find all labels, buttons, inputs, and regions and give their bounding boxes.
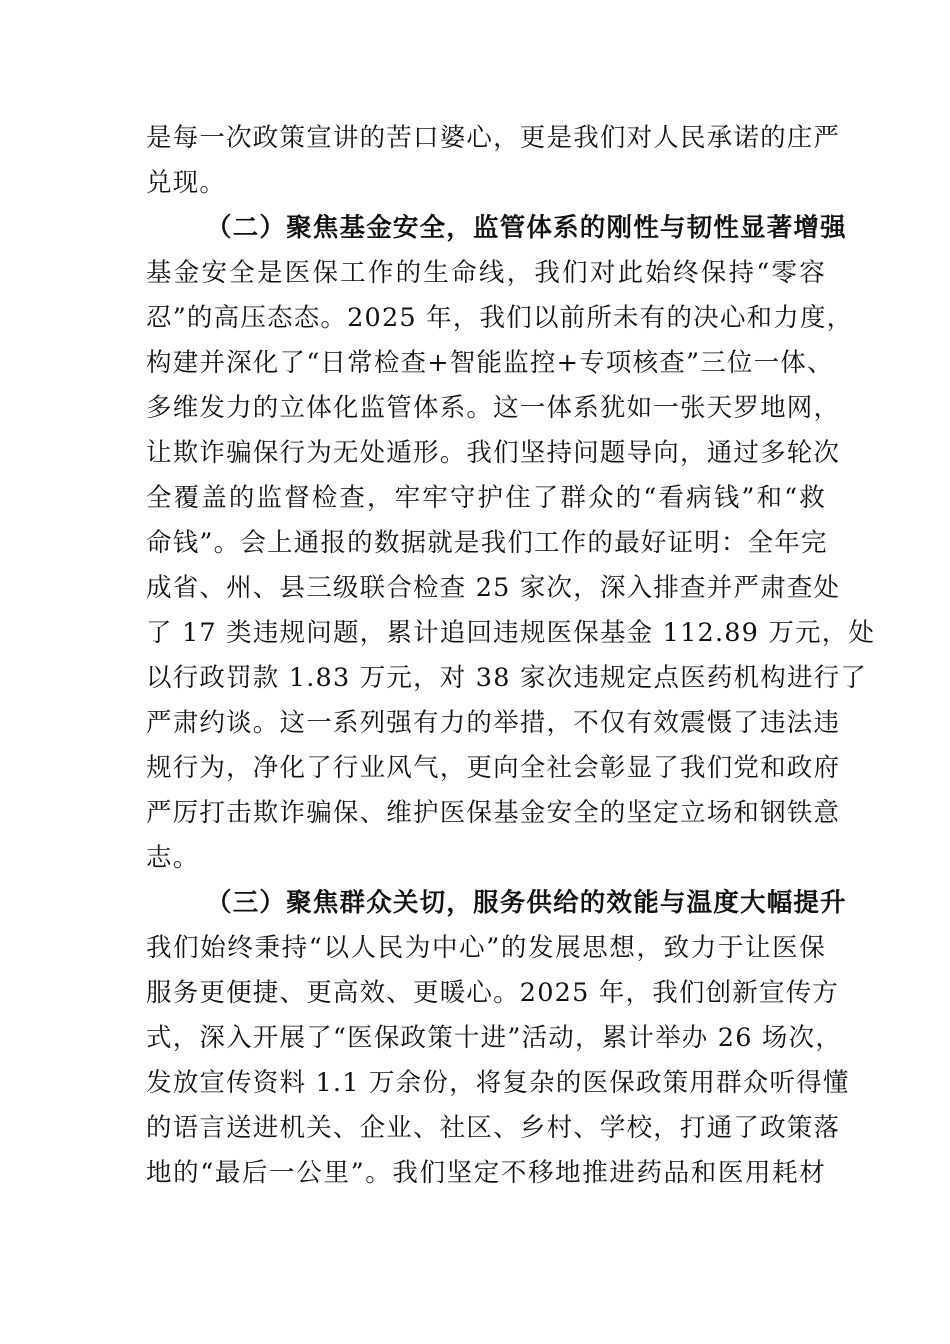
paragraph-line: 多维发力的立体化监管体系。这一体系犹如一张天罗地网，: [146, 393, 841, 423]
paragraph-line: 的语言送进机关、企业、社区、乡村、学校，打通了政策落: [146, 1113, 841, 1143]
paragraph-line: 地的“最后一公里”。我们坚定不移地推进药品和医用耗材: [146, 1158, 826, 1188]
paragraph-line: 严肃约谈。这一系列强有力的举措，不仅有效震慑了违法违: [146, 708, 841, 738]
section-heading-2: （二）聚焦基金安全，监管体系的刚性与韧性显著增强: [206, 213, 847, 243]
paragraph-line: 服务更便捷、更高效、更暖心。2025 年，我们创新宣传方: [146, 978, 840, 1008]
document-body: [146, 116, 876, 1196]
paragraph-line: 规行为，净化了行业风气，更向全社会彰显了我们党和政府: [146, 753, 841, 783]
paragraph-line: 志。: [146, 843, 200, 873]
paragraph-line: 了 17 类违规问题，累计追回违规医保基金 112.89 万元，处: [146, 618, 876, 648]
paragraph-line: 基金安全是医保工作的生命线，我们对此始终保持“零容: [146, 258, 826, 288]
paragraph-line: 全覆盖的监督检查，牢牢守护住了群众的“看病钱”和“救: [146, 483, 826, 513]
paragraph-line: 忍”的高压态态。2025 年，我们以前所未有的决心和力度，: [146, 303, 854, 333]
paragraph-line: 严厉打击欺诈骗保、维护医保基金安全的坚定立场和钢铁意: [146, 798, 841, 828]
paragraph-line: 兑现。: [146, 168, 227, 198]
paragraph-line: 成省、州、县三级联合检查 25 家次，深入排查并严肃查处: [146, 573, 841, 603]
paragraph-line: 我们始终秉持“以人民为中心”的发展思想，致力于让医保: [146, 933, 826, 963]
paragraph-line: 命钱”。会上通报的数据就是我们工作的最好证明：全年完: [146, 528, 828, 558]
paragraph-line: 构建并深化了“日常检查+智能监控+专项核查”三位一体、: [146, 348, 834, 378]
paragraph-line: 让欺诈骗保行为无处遁形。我们坚持问题导向，通过多轮次: [146, 438, 841, 468]
paragraph-line: 是每一次政策宣讲的苦口婆心，更是我们对人民承诺的庄严: [146, 123, 841, 153]
section-heading-3: （三）聚焦群众关切，服务供给的效能与温度大幅提升: [206, 888, 847, 918]
paragraph-line: 以行政罚款 1.83 万元，对 38 家次违规定点医药机构进行了: [146, 663, 868, 693]
paragraph-line: 式，深入开展了“医保政策十进”活动，累计举办 26 场次，: [146, 1023, 843, 1053]
paragraph-line: 发放宣传资料 1.1 万余份，将复杂的医保政策用群众听得懂: [146, 1068, 850, 1098]
